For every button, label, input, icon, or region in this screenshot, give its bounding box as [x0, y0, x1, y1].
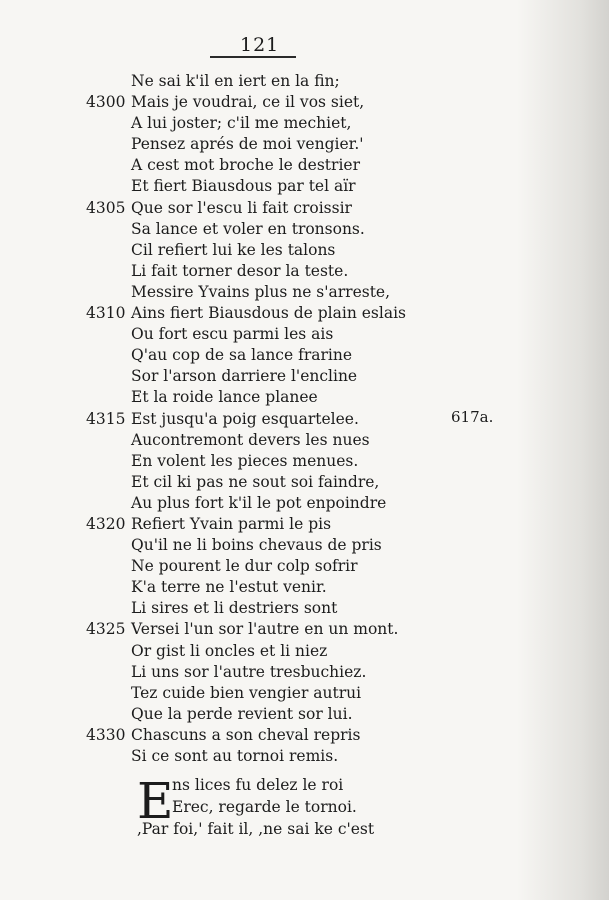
verse-line: [0, 366, 560, 387]
line-number: 4320: [86, 514, 126, 533]
verse-line: [0, 198, 560, 219]
verse-line: [0, 176, 560, 197]
verse-line: [0, 704, 560, 725]
verse-text: Qu'il ne li boins chevaus de pris: [131, 536, 382, 555]
verse-text: Cil refiert lui ke les talons: [131, 240, 336, 259]
stanza-line: Erec, regarde le tornoi.: [172, 798, 357, 816]
verse-text: Q'au cop de sa lance frarine: [131, 346, 352, 365]
verse-line: [0, 493, 560, 514]
verse-line: [0, 134, 560, 155]
line-number: 4300: [86, 93, 126, 112]
verse-line: [0, 113, 560, 134]
verse-text: Refiert Yvain parmi le pis: [131, 514, 332, 533]
verse-text: Est jusqu'a poig esquartelee.: [131, 409, 359, 428]
verse-line: [0, 683, 560, 704]
verse-line: [0, 662, 560, 683]
verse-line: [0, 261, 560, 282]
line-number: 4305: [86, 198, 126, 217]
verse-line: [0, 430, 560, 451]
verse-text: Chascuns a son cheval repris: [131, 725, 361, 744]
verse-text: Au plus fort k'il le pot enpoindre: [131, 493, 387, 512]
verse-text: Aucontremont devers les nues: [131, 430, 370, 449]
line-number: 4330: [86, 725, 126, 744]
verse-text: Li sires et li destriers sont: [131, 599, 338, 618]
verse-line: [0, 598, 560, 619]
verse-line: [0, 619, 560, 640]
drop-cap-letter: E: [137, 772, 174, 830]
verse-text: Et la roide lance planee: [131, 388, 318, 407]
verse-line: [0, 535, 560, 556]
verse-text: Versei l'un sor l'autre en un mont.: [131, 620, 399, 639]
header-rule: [210, 56, 296, 58]
verse-text: A lui joster; c'il me mechiet,: [131, 114, 352, 133]
verse-line: [0, 92, 560, 113]
verse-text: Mais je voudrai, ce il vos siet,: [131, 93, 365, 112]
verse-line: [0, 345, 560, 366]
verse-text: K'a terre ne l'estut venir.: [131, 578, 327, 597]
verse-text: Li uns sor l'autre tresbuchiez.: [131, 662, 367, 681]
stanza-line: ns lices fu delez le roi: [172, 776, 344, 794]
verse-line: [0, 472, 560, 493]
verse-text: Que la perde revient sor lui.: [131, 704, 353, 723]
verse-text: Sor l'arson darriere l'encline: [131, 367, 358, 386]
verse-line: [0, 514, 560, 535]
verse-text: Pensez aprés de moi vengier.': [131, 135, 364, 154]
line-number: 4325: [86, 620, 126, 639]
verse-text: Tez cuide bien vengier autrui: [131, 683, 362, 702]
verse-line: [0, 725, 560, 746]
verse-text: Et cil ki pas ne sout soi faindre,: [131, 472, 380, 491]
verse-text: Ne pourent le dur colp sofrir: [131, 557, 358, 576]
verse-text: Messire Yvains plus ne s'arreste,: [131, 282, 391, 301]
stanza-line: ,Par foi,' fait il, ,ne sai ke c'est: [137, 820, 375, 838]
verse-line: [0, 577, 560, 598]
verse-text: A cest mot broche le destrier: [131, 156, 360, 175]
verse-line: [0, 240, 560, 261]
verse-line: [0, 303, 560, 324]
verse-text: Or gist li oncles et li niez: [131, 641, 328, 660]
verse-text: En volent les pieces menues.: [131, 451, 359, 470]
verse-line: [0, 641, 560, 662]
verse-line: [0, 219, 560, 240]
verse-line: [0, 324, 560, 345]
verse-text: Ou fort escu parmi les ais: [131, 325, 334, 344]
verse-line: [0, 451, 560, 472]
verse-text: Ne sai k'il en iert en la fin;: [131, 72, 340, 90]
verse-text: Que sor l'escu li fait croissir: [131, 198, 352, 217]
verse-line: [0, 71, 560, 92]
verse-text: Li fait torner desor la teste.: [131, 261, 349, 280]
line-number: 4315: [86, 409, 126, 428]
margin-folio-note: 617a.: [451, 408, 494, 426]
verse-line: [0, 155, 560, 176]
verse-text: Ains fiert Biausdous de plain eslais: [131, 304, 406, 323]
verse-text: Si ce sont au tornoi remis.: [131, 747, 339, 765]
verse-line: [0, 746, 560, 767]
verse-text: Et fiert Biausdous par tel aïr: [131, 177, 356, 196]
verse-line: [0, 556, 560, 577]
page-number: 121: [240, 34, 280, 56]
verse-text: Sa lance et voler en tronsons.: [131, 219, 365, 238]
verse-line: [0, 282, 560, 303]
verse-line: [0, 387, 560, 408]
line-number: 4310: [86, 304, 126, 323]
